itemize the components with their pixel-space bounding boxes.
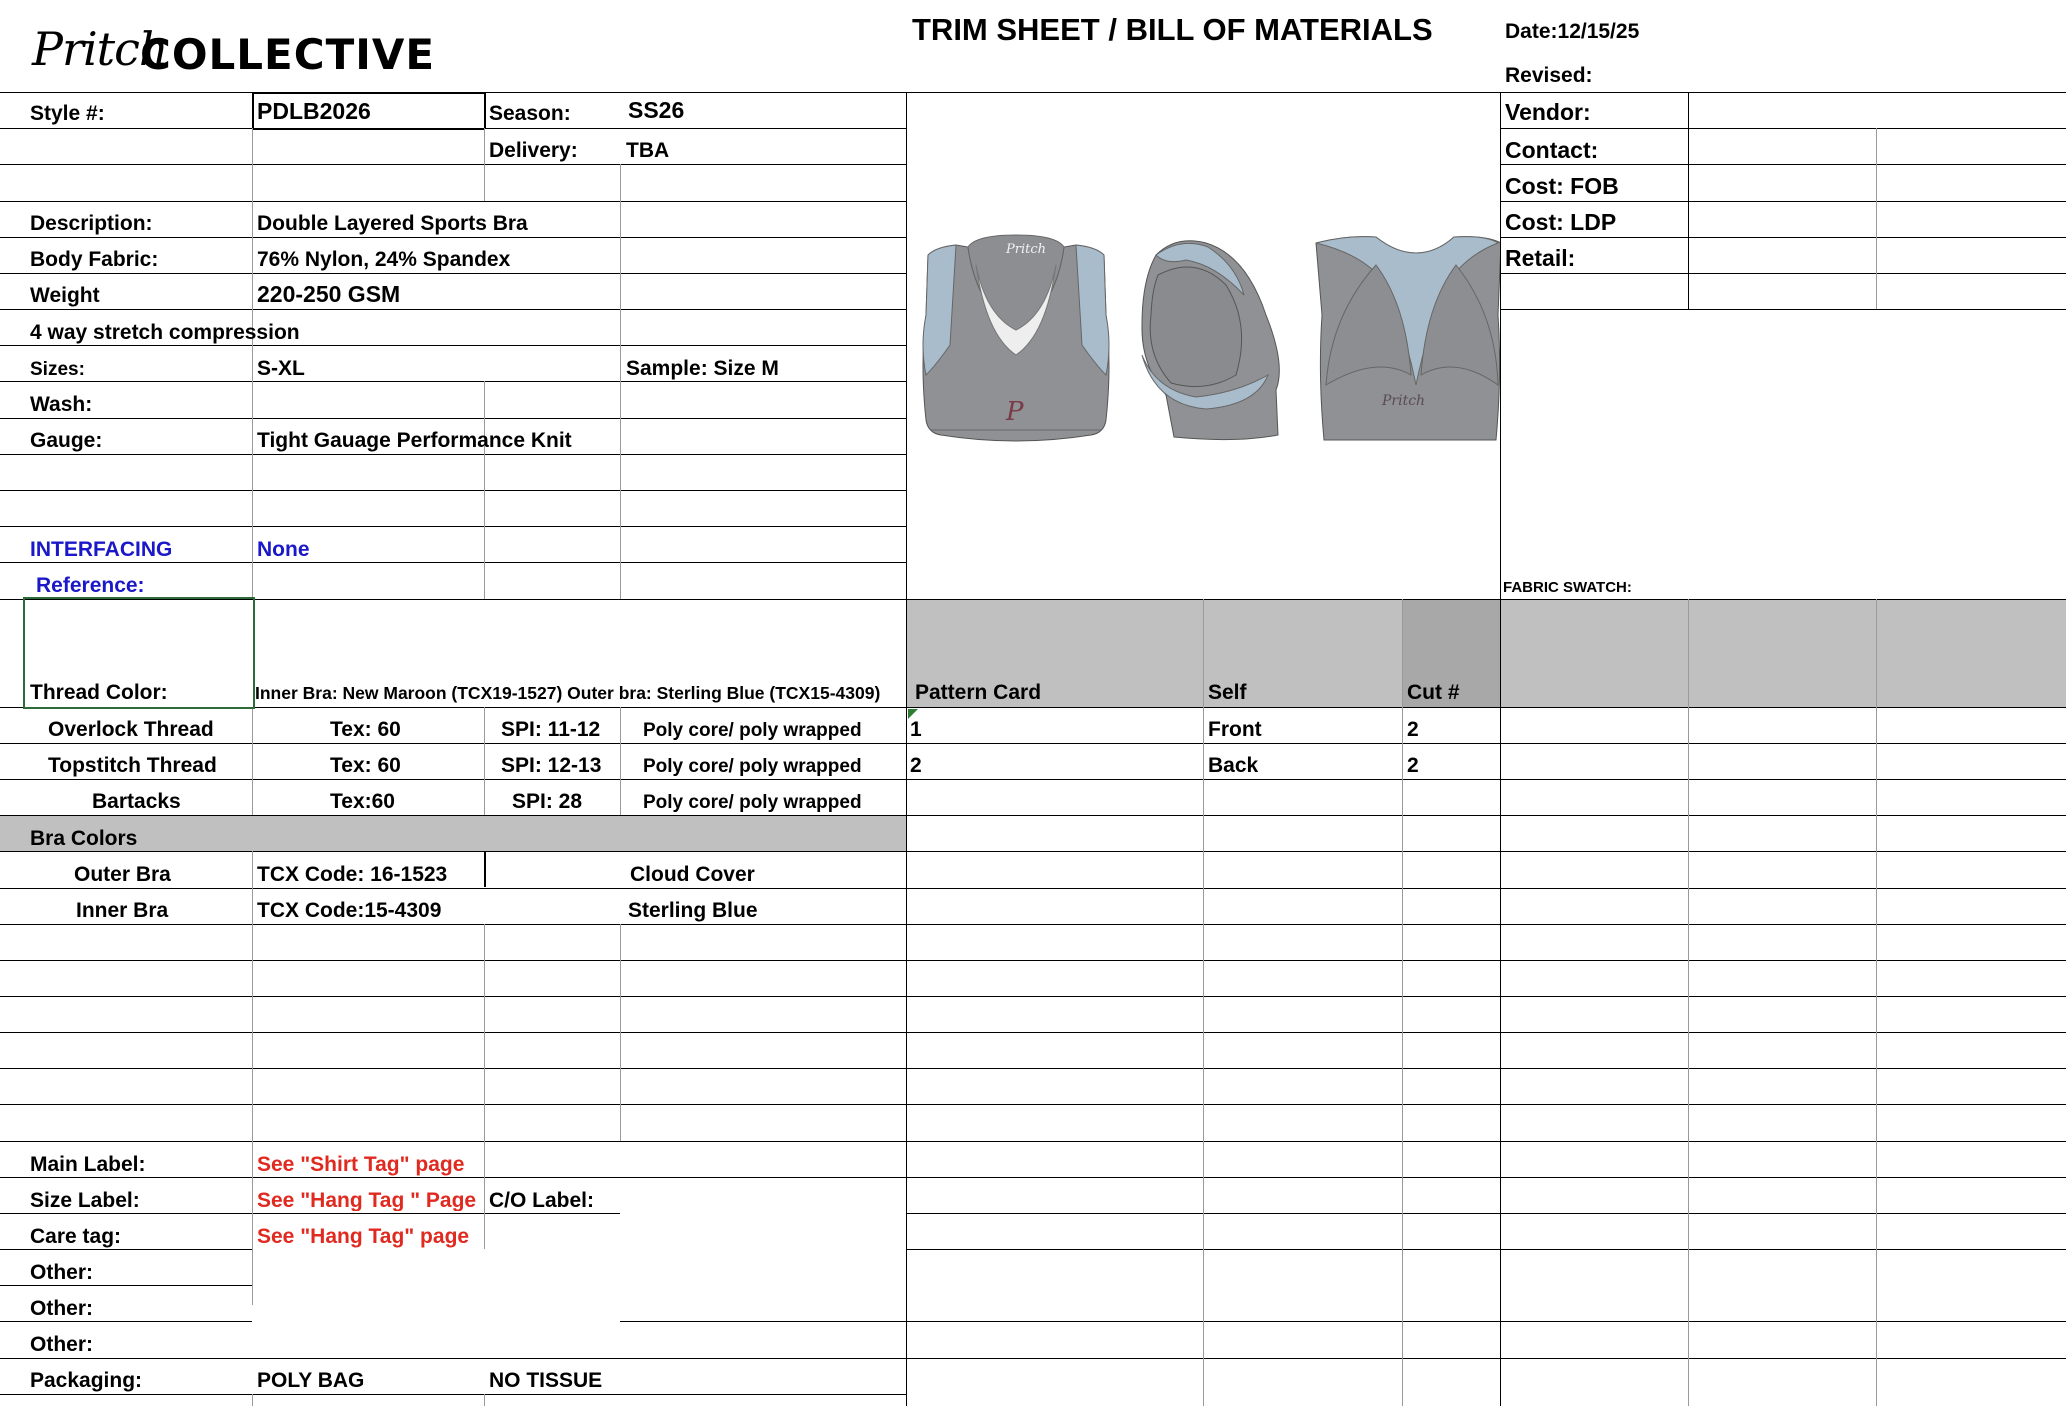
thread-color-label: Thread Color: xyxy=(30,681,168,704)
retail-label: Retail: xyxy=(1505,245,1576,271)
style-value: PDLB2026 xyxy=(257,98,371,124)
rule xyxy=(0,1213,620,1214)
col-line xyxy=(1402,599,1403,1406)
rule xyxy=(1500,237,2066,238)
col-line xyxy=(252,707,253,815)
rule xyxy=(0,1177,2066,1178)
rule xyxy=(906,1249,2066,1250)
rule xyxy=(0,1358,2066,1359)
thread-row-type: Poly core/ poly wrapped xyxy=(643,756,862,777)
rule xyxy=(1500,164,2066,165)
reference-label: Reference: xyxy=(36,574,145,597)
care-tag-label: Care tag: xyxy=(30,1225,122,1248)
bra-colors-label: Bra Colors xyxy=(30,827,138,850)
back-logo: Pritch xyxy=(1382,393,1426,409)
packaging-note: NO TISSUE xyxy=(489,1369,603,1392)
rule xyxy=(0,960,2066,961)
pattern-row-self: Back xyxy=(1208,754,1259,777)
rule xyxy=(0,1141,2066,1142)
rule xyxy=(0,1104,2066,1105)
size-label-label: Size Label: xyxy=(30,1189,140,1212)
revised-label: Revised: xyxy=(1505,64,1593,87)
back-view xyxy=(1316,237,1500,440)
col-line xyxy=(1203,599,1204,1406)
contact-label: Contact: xyxy=(1505,137,1599,163)
front-view xyxy=(923,235,1109,441)
col-line xyxy=(484,1394,485,1406)
bra-color-name: Outer Bra xyxy=(74,863,171,886)
season-label: Season: xyxy=(489,102,571,125)
col-line xyxy=(484,381,485,599)
body-fabric-value: 76% Nylon, 24% Spandex xyxy=(257,248,511,271)
rule xyxy=(0,815,2066,816)
pattern-row-cut: 2 xyxy=(1407,754,1419,777)
garment-sketch xyxy=(906,225,1500,475)
cost-ldp-label: Cost: LDP xyxy=(1505,209,1617,235)
col-line xyxy=(252,851,253,1305)
thread-row-tex: Tex:60 xyxy=(330,790,395,813)
vendor-label: Vendor: xyxy=(1505,99,1591,125)
style-value-box-top xyxy=(252,92,484,94)
rule xyxy=(0,381,906,382)
other-label: Other: xyxy=(30,1261,93,1284)
thread-row-tex: Tex: 60 xyxy=(330,718,401,741)
rule xyxy=(1500,201,2066,202)
thread-row-tex: Tex: 60 xyxy=(330,754,401,777)
logo-script: Pritch xyxy=(32,22,168,76)
col-line xyxy=(1688,599,1689,1406)
col-line xyxy=(1688,92,1689,309)
date-text: Date:12/15/25 xyxy=(1505,20,1640,43)
rule xyxy=(0,418,906,419)
style-value-box-bottom xyxy=(252,128,484,130)
front-logo: Pritch xyxy=(1006,242,1046,257)
thread-row-spi: SPI: 12-13 xyxy=(501,754,602,777)
front-mark: P xyxy=(1006,397,1024,427)
pattern-row-cut: 2 xyxy=(1407,718,1419,741)
thread-row-spi: SPI: 11-12 xyxy=(501,718,601,741)
col-line xyxy=(252,1394,253,1406)
rule xyxy=(0,562,906,563)
delivery-label: Delivery: xyxy=(489,139,578,162)
body-fabric-label: Body Fabric: xyxy=(30,248,159,271)
rule xyxy=(0,1285,252,1286)
rule xyxy=(0,345,906,346)
bra-color-value: Sterling Blue xyxy=(628,899,758,922)
rule xyxy=(0,851,2066,852)
main-label-label: Main Label: xyxy=(30,1153,146,1176)
col-line xyxy=(1500,92,1501,1406)
weight-label: Weight xyxy=(30,284,100,307)
thread-row-spi: SPI: 28 xyxy=(512,790,583,813)
pattern-header-cut: Cut # xyxy=(1407,681,1460,704)
col-line xyxy=(484,924,485,1141)
col-line xyxy=(620,164,621,599)
col-line xyxy=(484,92,486,128)
sizes-value: S-XL xyxy=(257,357,305,380)
thread-row-type: Poly core/ poly wrapped xyxy=(643,720,862,741)
bra-color-value: Cloud Cover xyxy=(630,863,755,886)
co-label: C/O Label: xyxy=(489,1189,595,1212)
rule xyxy=(0,237,906,238)
col-line xyxy=(484,128,485,201)
description-label: Description: xyxy=(30,212,153,235)
sizes-label: Sizes: xyxy=(30,359,85,380)
care-tag-link[interactable]: See "Hang Tag" page xyxy=(257,1225,470,1248)
rule xyxy=(620,1321,2066,1322)
rule xyxy=(1500,128,2066,129)
size-label-link[interactable]: See "Hang Tag " Page xyxy=(257,1190,477,1211)
packaging-label: Packaging: xyxy=(30,1369,143,1392)
gauge-value: Tight Gauage Performance Knit xyxy=(257,429,572,452)
rule xyxy=(0,1032,2066,1033)
col-line xyxy=(484,851,486,887)
rule xyxy=(0,201,906,202)
rule xyxy=(906,1213,2066,1214)
description-value: Double Layered Sports Bra xyxy=(257,212,528,235)
rule xyxy=(0,888,2066,889)
delivery-value: TBA xyxy=(626,139,670,162)
interfacing-label: INTERFACING xyxy=(30,538,173,561)
rule xyxy=(0,164,906,165)
sample-size: Sample: Size M xyxy=(626,357,779,380)
rule xyxy=(0,924,2066,925)
rule xyxy=(0,707,2066,708)
main-label-link[interactable]: See "Shirt Tag" page xyxy=(257,1153,465,1176)
rule xyxy=(0,273,906,274)
stretch-note: 4 way stretch compression xyxy=(30,321,300,344)
interfacing-value: None xyxy=(257,538,310,561)
pattern-header-piece: Pattern Card xyxy=(915,681,1042,704)
packaging-value: POLY BAG xyxy=(257,1369,365,1392)
bra-color-name: Inner Bra xyxy=(76,899,169,922)
rule xyxy=(0,309,906,310)
rule xyxy=(1500,309,2066,310)
thread-row-name: Bartacks xyxy=(92,790,181,813)
pattern-row-piece: 1 xyxy=(910,718,922,741)
rule xyxy=(0,526,906,527)
bra-color-code: TCX Code:15-4309 xyxy=(257,899,442,922)
rule xyxy=(0,1321,252,1322)
rule xyxy=(0,779,2066,780)
col-line xyxy=(1876,128,1877,309)
thread-row-type: Poly core/ poly wrapped xyxy=(643,792,862,813)
col-line xyxy=(620,707,621,815)
fabric-swatch-label: FABRIC SWATCH: xyxy=(1503,579,1632,596)
gauge-label: Gauge: xyxy=(30,429,103,452)
col-line xyxy=(620,924,621,1141)
col-line xyxy=(1876,599,1877,1406)
thread-color-value: Inner Bra: New Maroon (TCX19-1527) Outer bra: Sterling Blue (TCX15-4309) xyxy=(255,683,881,703)
col-line xyxy=(484,707,485,815)
logo-wordmark: COLLECTIVE xyxy=(140,30,436,79)
rule xyxy=(0,454,906,455)
rule xyxy=(0,1394,906,1395)
weight-value: 220-250 GSM xyxy=(257,281,401,307)
rule xyxy=(0,743,2066,744)
cost-fob-label: Cost: FOB xyxy=(1505,173,1619,199)
other-label: Other: xyxy=(30,1297,93,1320)
bra-color-code: TCX Code: 16-1523 xyxy=(257,863,448,886)
rule xyxy=(1500,273,2066,274)
col-line xyxy=(252,92,254,128)
wash-label: Wash: xyxy=(30,393,93,416)
thread-row-name: Overlock Thread xyxy=(48,718,214,741)
page-title: TRIM SHEET / BILL OF MATERIALS xyxy=(912,12,1433,47)
col-line xyxy=(484,1141,485,1249)
pattern-row-self: Front xyxy=(1208,718,1262,741)
style-label: Style #: xyxy=(30,102,105,125)
side-view xyxy=(1142,241,1279,440)
rule xyxy=(0,1249,252,1250)
col-line xyxy=(252,128,253,599)
other-label: Other: xyxy=(30,1333,93,1356)
season-value: SS26 xyxy=(628,97,685,123)
rule xyxy=(0,599,2066,600)
thread-row-name: Topstitch Thread xyxy=(48,754,217,777)
rule xyxy=(0,996,2066,997)
pattern-row-piece: 2 xyxy=(910,754,922,777)
rule xyxy=(0,490,906,491)
pattern-header-self: Self xyxy=(1208,681,1247,704)
rule xyxy=(0,1068,2066,1069)
